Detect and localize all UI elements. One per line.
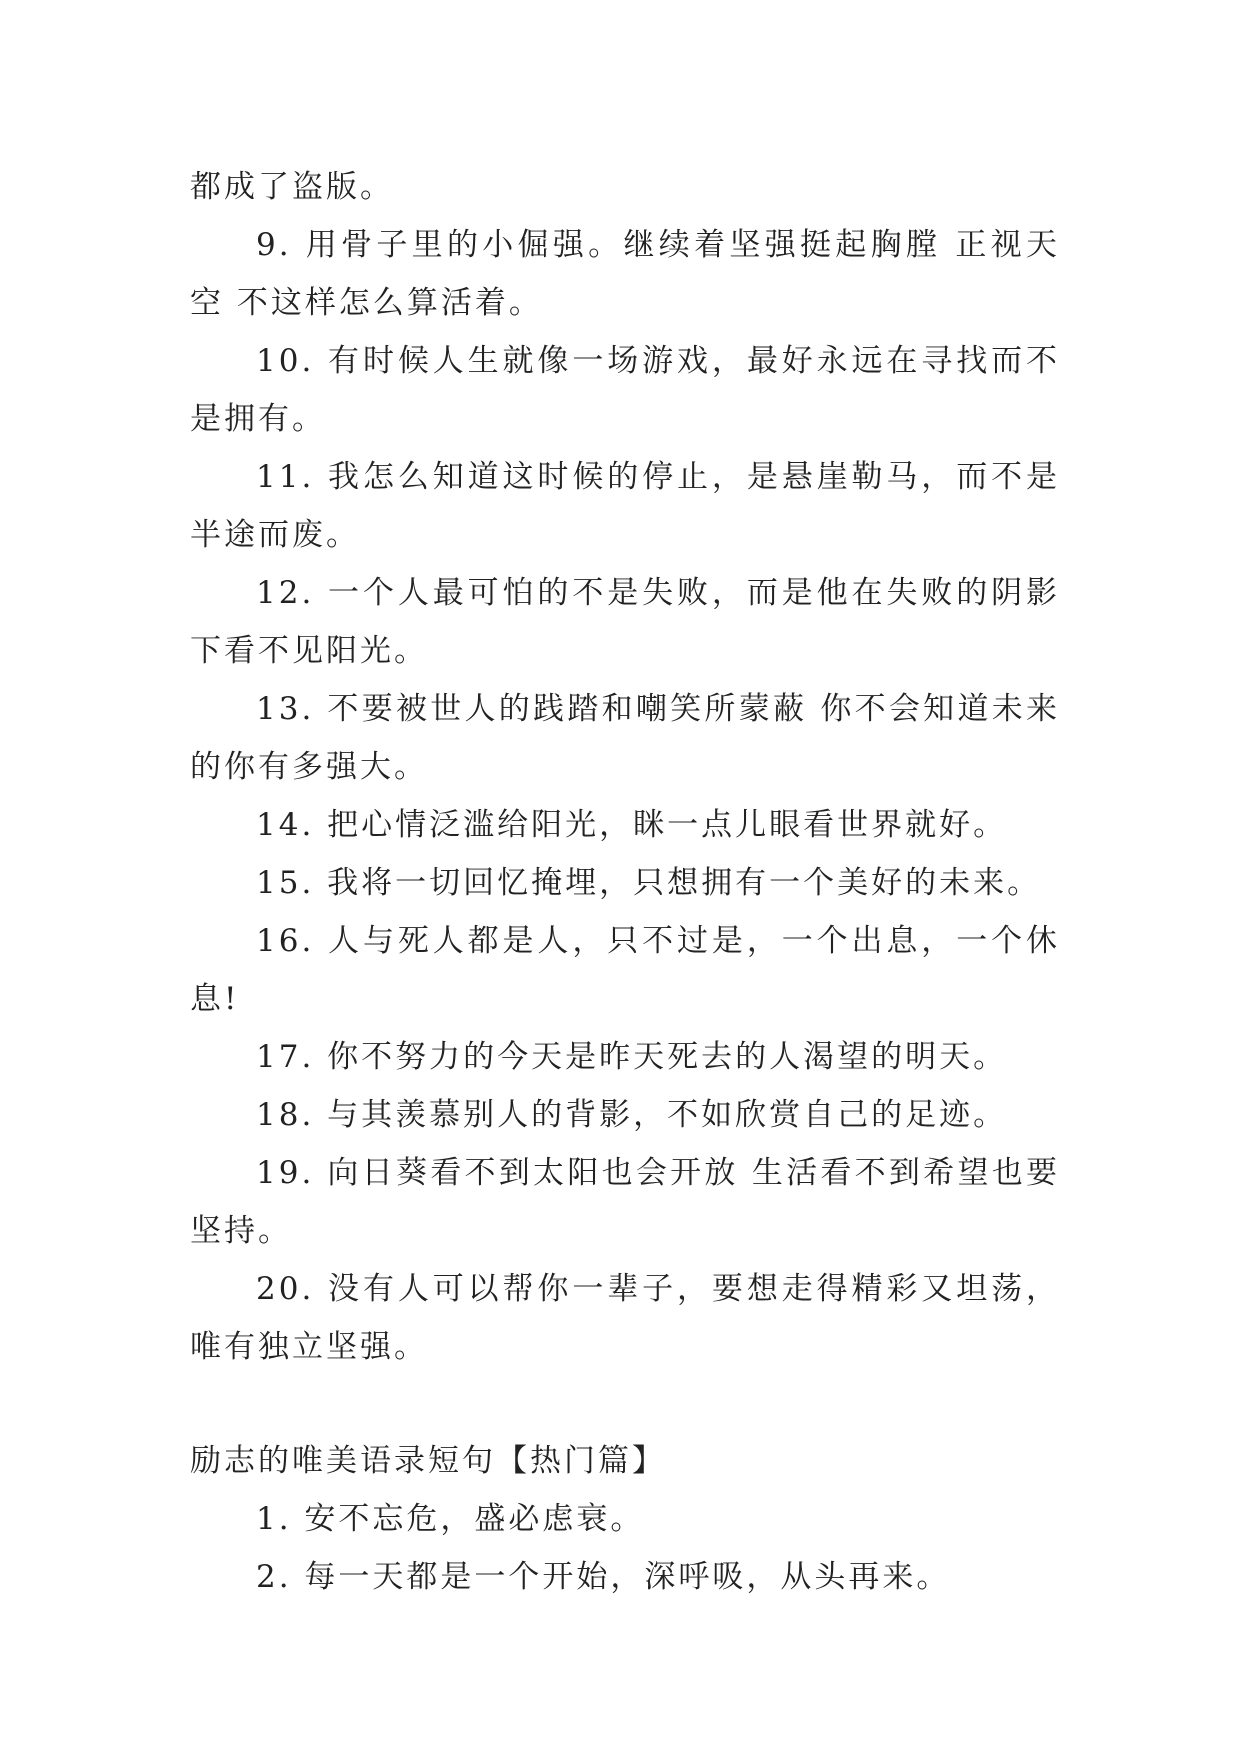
paragraph-item-10: 10. 有时候人生就像一场游戏，最好永远在寻找而不是拥有。: [190, 343, 1060, 437]
paragraph-item-14: 14. 把心情泛滥给阳光，眯一点儿眼看世界就好。: [256, 807, 1008, 843]
paragraph-hot-item-2: 2. 每一天都是一个开始，深呼吸，从头再来。: [256, 1559, 951, 1595]
paragraph-continuation: 都成了盗版。: [190, 169, 394, 205]
paragraph-item-18: 18. 与其羡慕别人的背影，不如欣赏自己的足迹。: [256, 1097, 1008, 1133]
paragraph-item-15: 15. 我将一切回忆掩埋，只想拥有一个美好的未来。: [256, 865, 1042, 901]
paragraph-item-16: 16. 人与死人都是人，只不过是，一个出息，一个休息!: [190, 923, 1060, 1017]
paragraph-item-11: 11. 我怎么知道这时候的停止，是悬崖勒马，而不是半途而废。: [190, 459, 1060, 553]
paragraph-hot-item-1: 1. 安不忘危，盛必虑衰。: [256, 1501, 645, 1537]
section-title: 励志的唯美语录短句【热门篇】: [190, 1443, 666, 1479]
paragraph-item-19: 19. 向日葵看不到太阳也会开放 生活看不到希望也要坚持。: [190, 1155, 1060, 1249]
paragraph-item-20: 20. 没有人可以帮你一辈子，要想走得精彩又坦荡，唯有独立坚强。: [190, 1271, 1060, 1365]
document-body: [190, 158, 1060, 1606]
paragraph-item-17: 17. 你不努力的今天是昨天死去的人渴望的明天。: [256, 1039, 1008, 1075]
paragraph-item-13: 13. 不要被世人的践踏和嘲笑所蒙蔽 你不会知道未来的你有多强大。: [190, 691, 1060, 785]
paragraph-item-12: 12. 一个人最可怕的不是失败，而是他在失败的阴影下看不见阳光。: [190, 575, 1060, 669]
paragraph-item-9: 9. 用骨子里的小倔强。继续着坚强挺起胸膛 正视天空 不这样怎么算活着。: [190, 227, 1060, 321]
